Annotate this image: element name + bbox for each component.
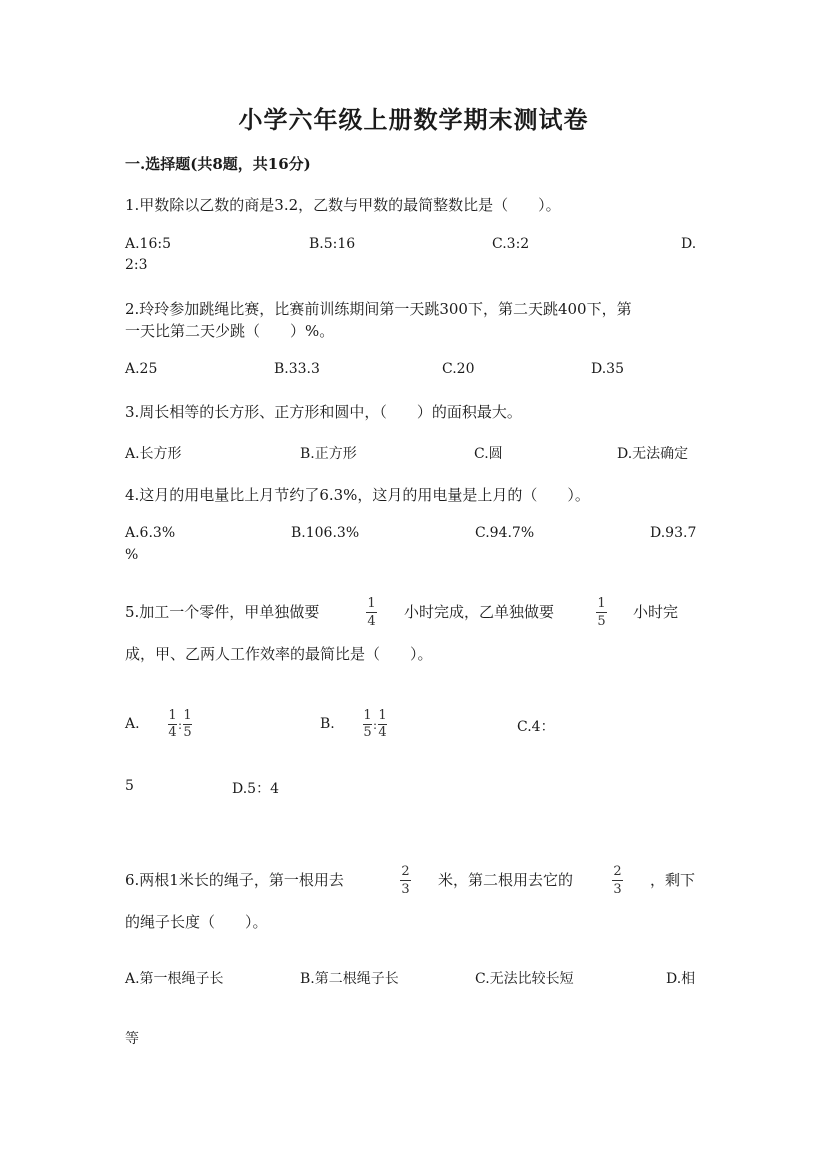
question-5-option-c: C.4： (517, 719, 555, 735)
question-4-option-d-wrap: % (125, 547, 139, 563)
fraction-bar (366, 612, 377, 613)
fraction-denominator: 5 (597, 614, 606, 629)
fraction-denominator: 4 (367, 614, 376, 629)
question-4-option-a: A.6.3% (125, 525, 176, 541)
ratio-denominator: 5 (183, 725, 192, 740)
question-2-option-c: C.20 (442, 361, 475, 377)
ratio-numerator: 1 (378, 708, 387, 723)
question-5-option-b: B. (320, 716, 335, 732)
ratio-fraction-2 (378, 709, 387, 740)
ratio-numerator: 1 (363, 708, 372, 723)
question-2-option-b: B.33.3 (274, 361, 320, 377)
fraction-numerator: 1 (597, 596, 606, 611)
question-3-option-d: D.无法确定 (617, 446, 689, 462)
ratio-fraction-2 (183, 709, 192, 740)
ratio-numerator: 1 (168, 708, 177, 723)
question-6-option-d-wrap: 等 (125, 1031, 139, 1047)
question-5-option-a-ratio (168, 709, 192, 740)
question-4-option-c: C.94.7% (475, 525, 535, 541)
question-4-text: 4.这月的用电量比上月节约了6.3%，这月的用电量是上月的（ ）。 (125, 486, 590, 504)
question-5-fraction-1 (366, 596, 377, 629)
fraction-bar (400, 880, 411, 881)
fraction-numerator: 2 (613, 864, 622, 879)
question-2-line-2: 一天比第二天少跳（ ）%。 (125, 322, 335, 340)
question-3-option-a: A.长方形 (125, 446, 182, 462)
question-5-option-a: A. (125, 716, 140, 732)
question-5-option-c-wrap: 5 (125, 778, 134, 794)
fraction-numerator: 1 (367, 596, 376, 611)
question-5-line-2: 成，甲、乙两人工作效率的最简比是（ ）。 (125, 645, 433, 663)
question-4-option-d: D.93.7 (650, 525, 697, 541)
question-6-text-part-3: ，剩下 (650, 871, 696, 889)
fraction-numerator: 2 (401, 864, 410, 879)
question-1-option-a: A.16:5 (125, 236, 171, 252)
ratio-fraction-1 (363, 709, 372, 740)
question-6-option-a: A.第一根绳子长 (125, 971, 224, 987)
question-5-text-part-1: 5.加工一个零件，甲单独做要 (125, 603, 320, 621)
ratio-colon: : (373, 717, 378, 732)
question-5-option-b-ratio (363, 709, 387, 740)
question-1-option-c: C.3:2 (492, 236, 530, 252)
ratio-denominator: 4 (378, 725, 387, 740)
question-1-option-b: B.5:16 (309, 236, 356, 252)
question-3-text: 3.周长相等的长方形、正方形和圆中，（ ）的面积最大。 (125, 403, 522, 421)
question-5-option-d: D.5：4 (232, 781, 279, 797)
question-6-fraction-1 (400, 864, 411, 897)
ratio-denominator: 5 (363, 725, 372, 740)
fraction-bar (612, 880, 623, 881)
question-5-fraction-2 (596, 596, 607, 629)
ratio-colon: : (178, 717, 183, 732)
fraction-bar (596, 612, 607, 613)
page-title: 小学六年级上册数学期末测试卷 (238, 105, 589, 134)
question-3-option-b: B.正方形 (300, 446, 357, 462)
ratio-numerator: 1 (183, 708, 192, 723)
question-2-line-1: 2.玲玲参加跳绳比赛，比赛前训练期间第一天跳300下，第二天跳400下，第 (125, 300, 632, 318)
question-6-option-d: D.相 (666, 971, 696, 987)
ratio-fraction-1 (168, 709, 177, 740)
fraction-denominator: 3 (613, 882, 622, 897)
question-6-text-part-1: 6.两根1米长的绳子，第一根用去 (125, 871, 344, 889)
question-1-option-d: D. (681, 236, 697, 252)
question-2-option-a: A.25 (125, 361, 158, 377)
question-6-fraction-2 (612, 864, 623, 897)
ratio-denominator: 4 (168, 725, 177, 740)
question-5-text-part-3: 小时完 (633, 603, 679, 621)
fraction-denominator: 3 (401, 882, 410, 897)
question-4-option-b: B.106.3% (291, 525, 360, 541)
section-heading: 一.选择题(共8题，共16分) (125, 155, 311, 173)
question-6-line-2: 的绳子长度（ ）。 (125, 913, 268, 931)
question-6-option-c: C.无法比较长短 (475, 971, 574, 987)
question-6-text-part-2: 米，第二根用去它的 (438, 871, 574, 889)
question-5-text-part-2: 小时完成，乙单独做要 (404, 603, 555, 621)
question-3-option-c: C.圆 (474, 446, 503, 462)
question-2-option-d: D.35 (591, 361, 624, 377)
question-1-option-d-wrap: 2:3 (125, 257, 148, 273)
question-6-option-b: B.第二根绳子长 (300, 971, 399, 987)
question-1-text: 1.甲数除以乙数的商是3.2，乙数与甲数的最简整数比是（ ）。 (125, 196, 561, 214)
